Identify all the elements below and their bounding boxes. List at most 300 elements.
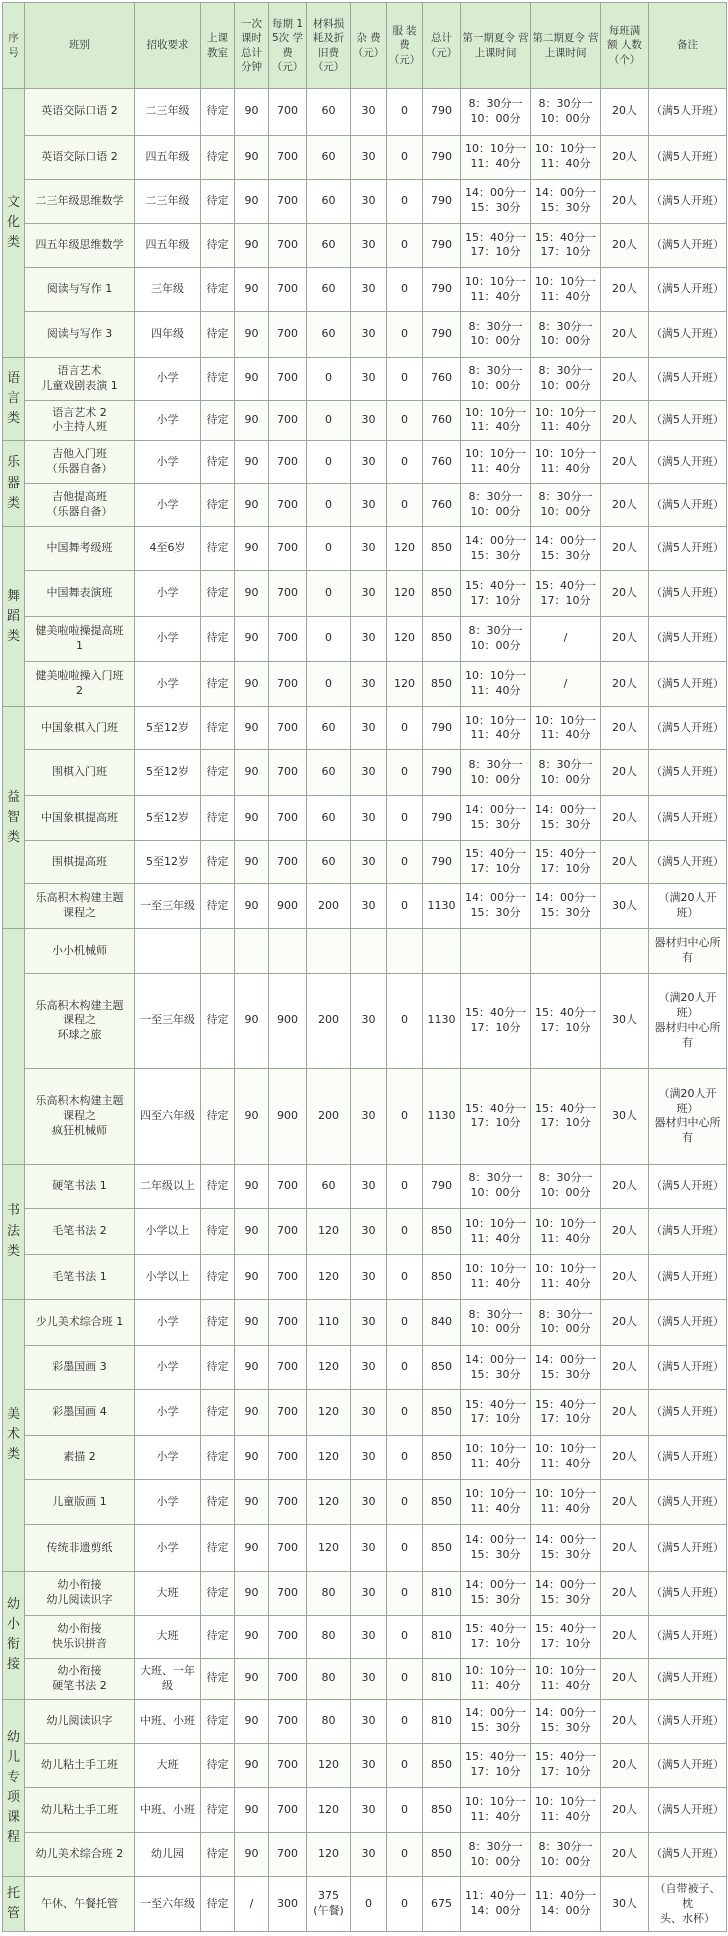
minutes-cell: 90	[235, 527, 269, 571]
session2-time-cell: 14：00分一 15：30分	[531, 795, 601, 840]
notes-cell: （满5人开班）	[649, 841, 727, 884]
total-cell: 790	[423, 312, 461, 357]
tuition-cell: 700	[269, 616, 307, 661]
table-row	[3, 750, 727, 795]
session2-time-cell: 8：30分一 10：00分	[531, 89, 601, 136]
category-cell: 书 法 类	[3, 1164, 25, 1299]
session1-time-cell: 10：10分一 11：40分	[461, 1658, 531, 1699]
session1-time-cell: 15：40分一 17：10分	[461, 841, 531, 884]
session1-time-cell: 14：00分一 15：30分	[461, 1346, 531, 1390]
capacity-cell: 20人	[601, 527, 649, 571]
costume-fee-cell: 120	[387, 527, 423, 571]
classroom-cell: 待定	[201, 1346, 235, 1390]
minutes-cell: 90	[235, 1699, 269, 1743]
minutes-cell: 90	[235, 1346, 269, 1390]
notes-cell: （满5人开班）	[649, 616, 727, 661]
tuition-cell: 300	[269, 1877, 307, 1932]
table-row	[3, 1833, 727, 1877]
class-name-cell: 英语交际口语 2	[25, 135, 135, 179]
minutes-cell: 90	[235, 1525, 269, 1572]
material-fee-cell: 60	[307, 135, 351, 179]
class-name-cell: 幼小衔接 硬笔书法 2	[25, 1658, 135, 1699]
costume-fee-cell: 0	[387, 1787, 423, 1832]
notes-cell: （自带被子、枕 头、水杯）	[649, 1877, 727, 1932]
session2-time-cell: 10：10分一 11：40分	[531, 707, 601, 750]
classroom-cell: 待定	[201, 89, 235, 136]
material-fee-cell: 120	[307, 1479, 351, 1524]
total-cell: 850	[423, 1479, 461, 1524]
capacity-cell: 30人	[601, 1877, 649, 1932]
session1-time-cell: 14：00分一 15：30分	[461, 1525, 531, 1572]
costume-fee-cell: 0	[387, 841, 423, 884]
session1-time-cell: 11：40分一 14：00分	[461, 1877, 531, 1932]
session2-time-cell: 14：00分一 15：30分	[531, 179, 601, 223]
misc-fee-cell: 30	[351, 1069, 387, 1165]
misc-fee-cell: 30	[351, 1390, 387, 1435]
capacity-cell: 20人	[601, 1658, 649, 1699]
misc-fee-cell: 30	[351, 1743, 387, 1787]
capacity-cell: 20人	[601, 223, 649, 267]
class-name-cell: 四五年级思维数学	[25, 223, 135, 267]
costume-fee-cell: 0	[387, 707, 423, 750]
capacity-cell: 20人	[601, 1346, 649, 1390]
tuition-cell: 700	[269, 1299, 307, 1346]
session2-time-cell: 10：10分一 11：40分	[531, 1208, 601, 1255]
notes-cell: （满5人开班）	[649, 179, 727, 223]
misc-fee-cell: 30	[351, 1435, 387, 1479]
session2-time-cell: 10：10分一 11：40分	[531, 1658, 601, 1699]
class-name-cell: 幼小衔接 幼儿阅读识字	[25, 1571, 135, 1615]
notes-cell: （满5人开班）	[649, 1743, 727, 1787]
tuition-cell: 700	[269, 1571, 307, 1615]
minutes-cell: 90	[235, 616, 269, 661]
costume-fee-cell: 120	[387, 662, 423, 707]
classroom-cell: 待定	[201, 1525, 235, 1572]
tuition-cell: 700	[269, 441, 307, 484]
session1-time-cell: 10：10分一 11：40分	[461, 135, 531, 179]
session1-time-cell: 14：00分一 15：30分	[461, 527, 531, 571]
total-cell: 1130	[423, 1069, 461, 1165]
misc-fee-cell: 30	[351, 357, 387, 400]
total-cell: 790	[423, 268, 461, 312]
requirement-cell: 小学	[135, 1299, 201, 1346]
header-session1-time: 第一期夏令 营上课时间	[461, 3, 531, 89]
notes-cell: （满20人开 班） 器材归中心所 有	[649, 973, 727, 1069]
material-fee-cell: 60	[307, 1164, 351, 1208]
notes-cell: （满5人开班）	[649, 1479, 727, 1524]
capacity-cell	[601, 929, 649, 973]
material-fee-cell: 200	[307, 1069, 351, 1165]
costume-fee-cell: 0	[387, 1479, 423, 1524]
session1-time-cell: 10：10分一 11：40分	[461, 1787, 531, 1832]
material-fee-cell: 120	[307, 1833, 351, 1877]
header-requirement: 招收要求	[135, 3, 201, 89]
misc-fee-cell: 30	[351, 527, 387, 571]
costume-fee-cell: 0	[387, 1743, 423, 1787]
session1-time-cell: 8：30分一 10：00分	[461, 89, 531, 136]
total-cell: 760	[423, 357, 461, 400]
tuition-cell: 700	[269, 135, 307, 179]
costume-fee-cell: 0	[387, 312, 423, 357]
table-row	[3, 527, 727, 571]
tuition-cell: 700	[269, 357, 307, 400]
classroom-cell: 待定	[201, 795, 235, 840]
costume-fee-cell: 0	[387, 1615, 423, 1658]
table-row	[3, 1164, 727, 1208]
total-cell: 810	[423, 1699, 461, 1743]
session1-time-cell: 10：10分一 11：40分	[461, 268, 531, 312]
capacity-cell: 20人	[601, 571, 649, 616]
table-row	[3, 89, 727, 136]
class-name-cell: 幼小衔接 快乐识拼音	[25, 1615, 135, 1658]
class-name-cell: 围棋入门班	[25, 750, 135, 795]
tuition-cell: 700	[269, 571, 307, 616]
total-cell: 850	[423, 1787, 461, 1832]
class-name-cell: 围棋提高班	[25, 841, 135, 884]
classroom-cell: 待定	[201, 268, 235, 312]
class-name-cell: 乐高积木构建主题 课程之	[25, 884, 135, 929]
minutes-cell: 90	[235, 441, 269, 484]
class-name-cell: 硬笔书法 1	[25, 1164, 135, 1208]
tuition-cell	[269, 929, 307, 973]
requirement-cell: 大班	[135, 1571, 201, 1615]
misc-fee-cell: 30	[351, 750, 387, 795]
total-cell: 675	[423, 1877, 461, 1932]
capacity-cell: 20人	[601, 312, 649, 357]
classroom-cell: 待定	[201, 1390, 235, 1435]
material-fee-cell: 120	[307, 1208, 351, 1255]
total-cell: 850	[423, 527, 461, 571]
minutes-cell: 90	[235, 1615, 269, 1658]
costume-fee-cell: 0	[387, 1571, 423, 1615]
table-row	[3, 1571, 727, 1615]
misc-fee-cell: 30	[351, 1164, 387, 1208]
header-minutes: 一次 课时 总计 分钟	[235, 3, 269, 89]
minutes-cell: 90	[235, 484, 269, 527]
material-fee-cell: 80	[307, 1615, 351, 1658]
total-cell: 790	[423, 135, 461, 179]
session1-time-cell: 8：30分一 10：00分	[461, 1299, 531, 1346]
classroom-cell: 待定	[201, 400, 235, 441]
session1-time-cell: 15：40分一 17：10分	[461, 1069, 531, 1165]
classroom-cell: 待定	[201, 884, 235, 929]
total-cell: 790	[423, 707, 461, 750]
class-name-cell: 儿童版画 1	[25, 1479, 135, 1524]
total-cell: 850	[423, 1255, 461, 1299]
total-cell: 850	[423, 616, 461, 661]
class-name-cell: 彩墨国画 3	[25, 1346, 135, 1390]
class-name-cell: 英语交际口语 2	[25, 89, 135, 136]
material-fee-cell: 375 (午餐)	[307, 1877, 351, 1932]
capacity-cell: 20人	[601, 400, 649, 441]
session2-time-cell: 15：40分一 17：10分	[531, 841, 601, 884]
table-row	[3, 662, 727, 707]
material-fee-cell: 60	[307, 707, 351, 750]
table-row	[3, 135, 727, 179]
table-row	[3, 1615, 727, 1658]
session1-time-cell: 10：10分一 11：40分	[461, 1435, 531, 1479]
requirement-cell: 小学	[135, 400, 201, 441]
classroom-cell: 待定	[201, 1699, 235, 1743]
misc-fee-cell: 30	[351, 1787, 387, 1832]
session2-time-cell: 15：40分一 17：10分	[531, 1390, 601, 1435]
misc-fee-cell: 30	[351, 179, 387, 223]
requirement-cell: 小学	[135, 484, 201, 527]
minutes-cell: 90	[235, 973, 269, 1069]
capacity-cell: 20人	[601, 707, 649, 750]
table-row	[3, 268, 727, 312]
class-name-cell: 幼儿美术综合班 2	[25, 1833, 135, 1877]
notes-cell: （满5人开班）	[649, 1833, 727, 1877]
material-fee-cell: 0	[307, 441, 351, 484]
total-cell	[423, 929, 461, 973]
minutes-cell: 90	[235, 1658, 269, 1699]
misc-fee-cell: 30	[351, 400, 387, 441]
class-name-cell: 健美啦啦操入门班 2	[25, 662, 135, 707]
minutes-cell: 90	[235, 1299, 269, 1346]
misc-fee-cell: 30	[351, 89, 387, 136]
requirement-cell: 小学	[135, 441, 201, 484]
misc-fee-cell: 30	[351, 616, 387, 661]
session2-time-cell: 8：30分一 10：00分	[531, 1164, 601, 1208]
costume-fee-cell	[387, 929, 423, 973]
tuition-cell: 700	[269, 707, 307, 750]
total-cell: 1130	[423, 973, 461, 1069]
capacity-cell: 20人	[601, 179, 649, 223]
notes-cell: （满5人开班）	[649, 1787, 727, 1832]
session2-time-cell: /	[531, 616, 601, 661]
class-name-cell: 中国舞表演班	[25, 571, 135, 616]
session2-time-cell: 14：00分一 15：30分	[531, 1346, 601, 1390]
session1-time-cell: 8：30分一 10：00分	[461, 616, 531, 661]
notes-cell: （满5人开班）	[649, 357, 727, 400]
table-row	[3, 571, 727, 616]
class-name-cell: 乐高积木构建主题 课程之 疯狂机械师	[25, 1069, 135, 1165]
capacity-cell: 30人	[601, 973, 649, 1069]
material-fee-cell: 60	[307, 841, 351, 884]
material-fee-cell: 0	[307, 662, 351, 707]
total-cell: 850	[423, 1833, 461, 1877]
requirement-cell: 一至三年级	[135, 884, 201, 929]
classroom-cell: 待定	[201, 571, 235, 616]
capacity-cell: 20人	[601, 1615, 649, 1658]
table-row	[3, 841, 727, 884]
table-row	[3, 1435, 727, 1479]
costume-fee-cell: 0	[387, 135, 423, 179]
total-cell: 850	[423, 1525, 461, 1572]
requirement-cell: 四至六年级	[135, 1069, 201, 1165]
minutes-cell: 90	[235, 89, 269, 136]
classroom-cell: 待定	[201, 1658, 235, 1699]
misc-fee-cell: 30	[351, 484, 387, 527]
session1-time-cell: 8：30分一 10：00分	[461, 357, 531, 400]
misc-fee-cell: 30	[351, 707, 387, 750]
session2-time-cell: 15：40分一 17：10分	[531, 1069, 601, 1165]
minutes-cell: 90	[235, 135, 269, 179]
misc-fee-cell	[351, 929, 387, 973]
capacity-cell: 20人	[601, 1208, 649, 1255]
class-name-cell: 乐高积木构建主题 课程之 环球之旅	[25, 973, 135, 1069]
session1-time-cell: 14：00分一 15：30分	[461, 179, 531, 223]
costume-fee-cell: 120	[387, 616, 423, 661]
classroom-cell: 待定	[201, 312, 235, 357]
header-class: 班别	[25, 3, 135, 89]
table-row	[3, 357, 727, 400]
session2-time-cell: 15：40分一 17：10分	[531, 973, 601, 1069]
capacity-cell: 20人	[601, 484, 649, 527]
tuition-cell: 700	[269, 1435, 307, 1479]
requirement-cell: 4至6岁	[135, 527, 201, 571]
session2-time-cell: 15：40分一 17：10分	[531, 571, 601, 616]
material-fee-cell: 120	[307, 1743, 351, 1787]
category-cell: 乐 器 类	[3, 441, 25, 527]
session2-time-cell: 10：10分一 11：40分	[531, 441, 601, 484]
notes-cell: （满5人开班）	[649, 1525, 727, 1572]
category-cell: 幼 儿 专 项 课 程	[3, 1699, 25, 1877]
table-row	[3, 400, 727, 441]
misc-fee-cell: 30	[351, 1255, 387, 1299]
misc-fee-cell: 30	[351, 1479, 387, 1524]
table-row	[3, 179, 727, 223]
costume-fee-cell: 0	[387, 1299, 423, 1346]
tuition-cell: 700	[269, 312, 307, 357]
capacity-cell: 20人	[601, 1787, 649, 1832]
class-name-cell: 幼儿粘土手工班	[25, 1787, 135, 1832]
session2-time-cell: 10：10分一 11：40分	[531, 135, 601, 179]
minutes-cell: 90	[235, 1787, 269, 1832]
class-name-cell: 阅读与写作 1	[25, 268, 135, 312]
header-tuition: 每期 15次 学费 （元）	[269, 3, 307, 89]
costume-fee-cell: 0	[387, 1435, 423, 1479]
table-row	[3, 1208, 727, 1255]
table-row	[3, 441, 727, 484]
session1-time-cell: 15：40分一 17：10分	[461, 973, 531, 1069]
tuition-cell: 700	[269, 268, 307, 312]
class-name-cell: 幼儿阅读识字	[25, 1699, 135, 1743]
material-fee-cell	[307, 929, 351, 973]
class-name-cell: 幼儿粘土手工班	[25, 1743, 135, 1787]
minutes-cell: 90	[235, 1571, 269, 1615]
capacity-cell: 20人	[601, 1525, 649, 1572]
costume-fee-cell: 0	[387, 884, 423, 929]
session1-time-cell: 15：40分一 17：10分	[461, 1743, 531, 1787]
material-fee-cell: 120	[307, 1787, 351, 1832]
classroom-cell: 待定	[201, 1208, 235, 1255]
notes-cell: （满20人开 班）	[649, 884, 727, 929]
classroom-cell: 待定	[201, 662, 235, 707]
requirement-cell: 一至三年级	[135, 973, 201, 1069]
costume-fee-cell: 0	[387, 89, 423, 136]
requirement-cell: 小学	[135, 1346, 201, 1390]
table-row	[3, 312, 727, 357]
material-fee-cell: 60	[307, 89, 351, 136]
header-seq: 序 号	[3, 3, 25, 89]
table-row	[3, 1299, 727, 1346]
session2-time-cell: 8：30分一 10：00分	[531, 357, 601, 400]
costume-fee-cell: 0	[387, 1699, 423, 1743]
misc-fee-cell: 30	[351, 571, 387, 616]
capacity-cell: 20人	[601, 357, 649, 400]
session1-time-cell: 8：30分一 10：00分	[461, 1833, 531, 1877]
class-name-cell: 语言艺术 2 小主持人班	[25, 400, 135, 441]
misc-fee-cell: 30	[351, 795, 387, 840]
header-costume-fee: 服 装费 （元）	[387, 3, 423, 89]
session1-time-cell: 15：40分一 17：10分	[461, 571, 531, 616]
capacity-cell: 20人	[601, 1390, 649, 1435]
table-row	[3, 973, 727, 1069]
misc-fee-cell: 30	[351, 662, 387, 707]
costume-fee-cell: 0	[387, 1208, 423, 1255]
classroom-cell	[201, 929, 235, 973]
tuition-cell: 700	[269, 484, 307, 527]
notes-cell: （满5人开班）	[649, 268, 727, 312]
requirement-cell: 三年级	[135, 268, 201, 312]
course-table	[2, 2, 727, 1932]
requirement-cell: 小学	[135, 662, 201, 707]
costume-fee-cell: 0	[387, 400, 423, 441]
misc-fee-cell: 30	[351, 1833, 387, 1877]
costume-fee-cell: 0	[387, 223, 423, 267]
category-cell: 托 管	[3, 1877, 25, 1932]
class-name-cell: 素描 2	[25, 1435, 135, 1479]
total-cell: 810	[423, 1658, 461, 1699]
session2-time-cell: 15：40分一 17：10分	[531, 1743, 601, 1787]
session2-time-cell: 10：10分一 11：40分	[531, 268, 601, 312]
notes-cell: （满20人开 班） 器材归中心所 有	[649, 1069, 727, 1165]
material-fee-cell: 120	[307, 1390, 351, 1435]
minutes-cell: 90	[235, 1208, 269, 1255]
table-row	[3, 929, 727, 973]
material-fee-cell: 60	[307, 795, 351, 840]
session2-time-cell: 14：00分一 15：30分	[531, 1699, 601, 1743]
session2-time-cell: 14：00分一 15：30分	[531, 527, 601, 571]
total-cell: 850	[423, 1435, 461, 1479]
class-name-cell: 吉他提高班 （乐器自备）	[25, 484, 135, 527]
session2-time-cell: 11：40分一 14：00分	[531, 1877, 601, 1932]
classroom-cell: 待定	[201, 707, 235, 750]
requirement-cell: 一至六年级	[135, 1877, 201, 1932]
course-fee-sheet	[2, 2, 726, 1932]
costume-fee-cell: 0	[387, 1877, 423, 1932]
material-fee-cell: 200	[307, 884, 351, 929]
requirement-cell: 5至12岁	[135, 841, 201, 884]
session2-time-cell: 10：10分一 11：40分	[531, 1479, 601, 1524]
requirement-cell: 大班、一年 级	[135, 1658, 201, 1699]
minutes-cell: 90	[235, 223, 269, 267]
total-cell: 840	[423, 1299, 461, 1346]
costume-fee-cell: 0	[387, 1833, 423, 1877]
classroom-cell: 待定	[201, 135, 235, 179]
costume-fee-cell: 0	[387, 1390, 423, 1435]
capacity-cell: 30人	[601, 1069, 649, 1165]
notes-cell: 器材归中心所 有	[649, 929, 727, 973]
total-cell: 850	[423, 1208, 461, 1255]
session1-time-cell: 10：10分一 11：40分	[461, 707, 531, 750]
notes-cell: （满5人开班）	[649, 1435, 727, 1479]
capacity-cell: 20人	[601, 1699, 649, 1743]
minutes-cell: 90	[235, 268, 269, 312]
minutes-cell: 90	[235, 841, 269, 884]
tuition-cell: 700	[269, 795, 307, 840]
tuition-cell: 700	[269, 527, 307, 571]
minutes-cell: 90	[235, 400, 269, 441]
minutes-cell: 90	[235, 750, 269, 795]
material-fee-cell: 0	[307, 357, 351, 400]
minutes-cell: 90	[235, 1390, 269, 1435]
requirement-cell: 二三年级	[135, 179, 201, 223]
category-cell: 文 化 类	[3, 89, 25, 358]
class-name-cell: 阅读与写作 3	[25, 312, 135, 357]
